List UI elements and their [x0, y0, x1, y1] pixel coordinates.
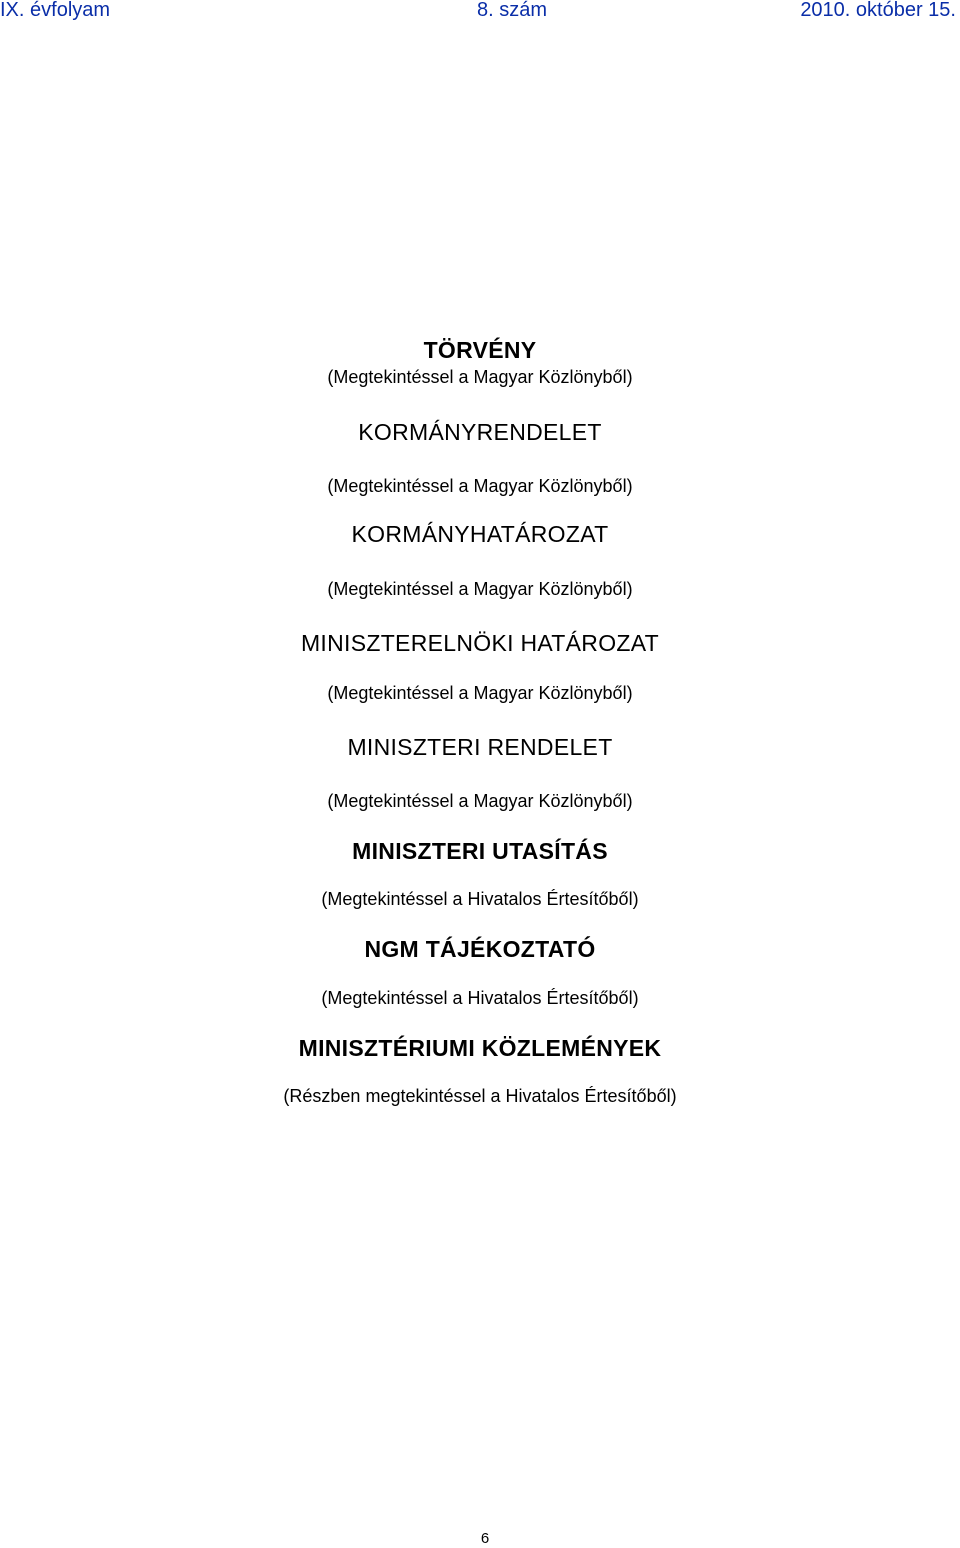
section-title-ngm-tajekoztato: NGM TÁJÉKOZTATÓ [364, 936, 596, 962]
section-note-ngm-tajekoztato: (Megtekintéssel a Hivatalos Értesítőből) [321, 988, 639, 1008]
volume-label: IX. évfolyam [0, 0, 111, 21]
section-title-miniszteri-utasitas: MINISZTERI UTASÍTÁS [352, 838, 608, 864]
section-title-kormanyrendelet: KORMÁNYRENDELET [358, 419, 602, 445]
section-note-torveny: (Megtekintéssel a Magyar Közlönyből) [327, 367, 633, 387]
section-note-miniszteri-rendelet: (Megtekintéssel a Magyar Közlönyből) [327, 791, 633, 811]
page-header [0, 0, 960, 24]
issue-label: 8. szám [477, 0, 548, 21]
section-note-kormanyhatarozat: (Megtekintéssel a Magyar Közlönyből) [327, 579, 633, 599]
section-note-miniszterelnoki-hatarozat: (Megtekintéssel a Magyar Közlönyből) [327, 683, 633, 703]
page-number: 6 [480, 1530, 490, 1547]
section-note-kormanyrendelet: (Megtekintéssel a Magyar Közlönyből) [327, 476, 633, 496]
section-title-kormanyhatarozat: KORMÁNYHATÁROZAT [351, 521, 609, 547]
section-note-miniszteri-utasitas: (Megtekintéssel a Hivatalos Értesítőből) [321, 889, 639, 909]
section-title-miniszteriumi-kozlemenyek: MINISZTÉRIUMI KÖZLEMÉNYEK [298, 1035, 662, 1061]
section-title-miniszteri-rendelet: MINISZTERI RENDELET [347, 734, 613, 760]
section-note-miniszteriumi-kozlemenyek: (Részben megtekintéssel a Hivatalos Értesítőből) [283, 1086, 677, 1106]
section-title-miniszterelnoki-hatarozat: MINISZTERELNÖKI HATÁROZAT [300, 630, 660, 656]
date-label: 2010. október 15. [800, 0, 956, 21]
section-title-torveny: TÖRVÉNY [423, 337, 537, 363]
